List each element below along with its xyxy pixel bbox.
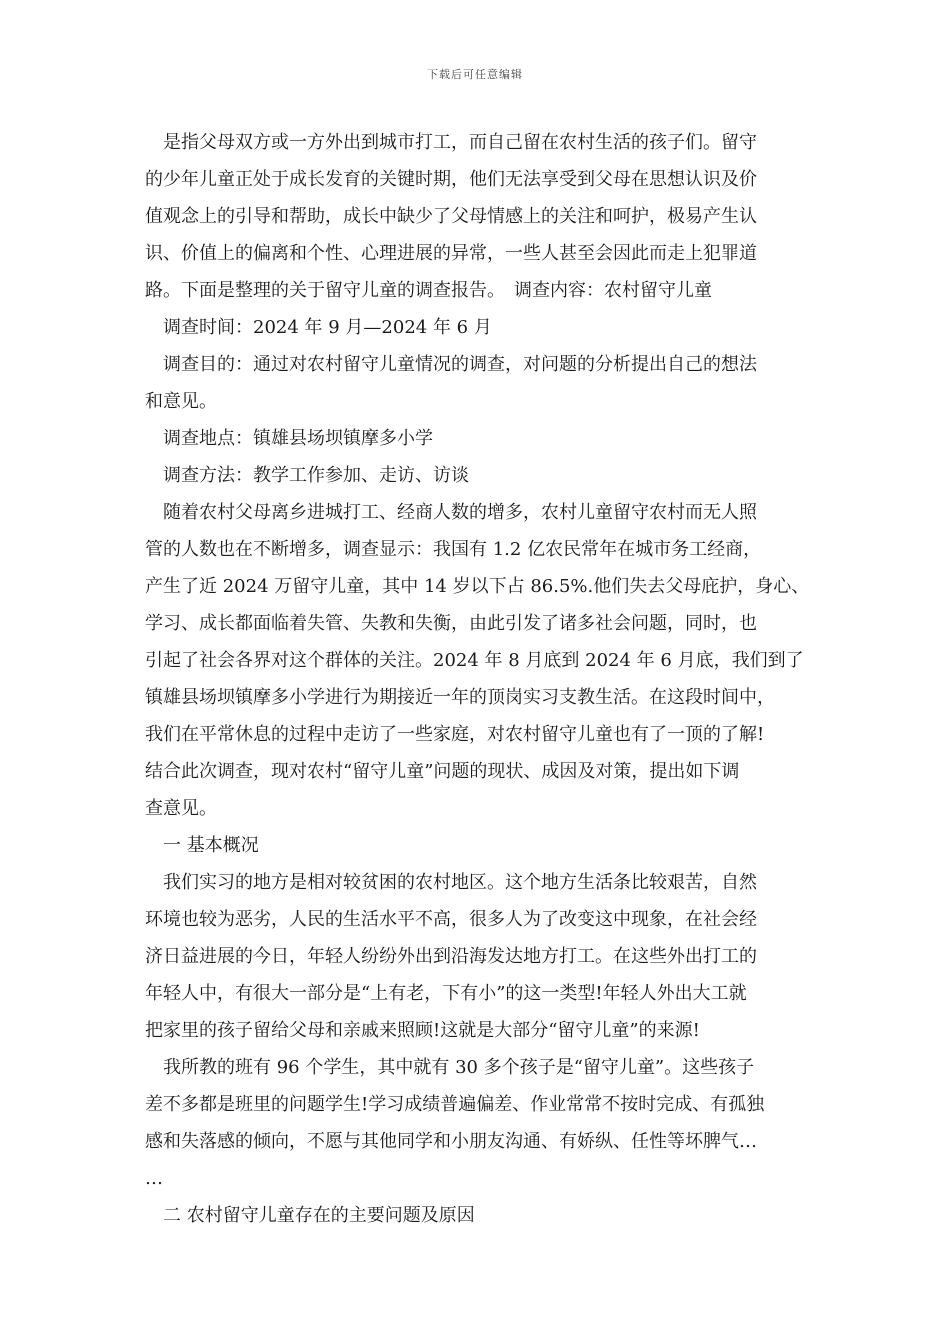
text-line: 结合此次调查，现对农村“留守儿童”问题的现状、成因及对策，提出如下调 <box>145 761 740 782</box>
text-line: 差不多都是班里的问题学生!学习成绩普遍偏差、作业常常不按时完成、有孤独 <box>145 1094 765 1115</box>
text-line: 年轻人中，有很大一部分是“上有老，下有小”的这一类型!年轻人外出大工就 <box>145 983 747 1004</box>
text-line: 管的人数也在不断增多，调查显示：我国有 1.2 亿农民常年在城市务工经商， <box>145 539 762 560</box>
text-line: 路。下面是整理的关于留守儿童的调查报告。 调查内容：农村留守儿童 <box>145 280 712 301</box>
text-line: 调查地点：镇雄县场坝镇摩多小学 <box>163 428 433 449</box>
text-line: 镇雄县场坝镇摩多小学进行为期接近一年的顶岗实习支教生活。在这段时间中， <box>145 687 775 708</box>
text-line: 调查方法：教学工作参加、走访、访谈 <box>163 465 469 486</box>
text-line: 学习、成长都面临着失管、失教和失衡，由此引发了诸多社会问题，同时，也 <box>145 613 757 634</box>
text-line: 引起了社会各界对这个群体的关注。2024 年 8 月底到 2024 年 6 月底，我们到了 <box>145 650 804 671</box>
page-header: 下载后可任意编辑 <box>427 68 523 81</box>
text-line: 环境也较为恶劣，人民的生活水平不高，很多人为了改变这中现象，在社会经 <box>145 909 757 930</box>
text-line: … <box>145 1168 163 1189</box>
section-heading: 一 基本概况 <box>163 835 259 856</box>
text-line: 济日益进展的今日，年轻人纷纷外出到沿海发达地方打工。在这些外出打工的 <box>145 946 757 967</box>
text-line: 感和失落感的倾向，不愿与其他同学和小朋友沟通、有娇纵、任性等坏脾气… <box>145 1131 757 1152</box>
text-line: 是指父母双方或一方外出到城市打工，而自己留在农村生活的孩子们。留守 <box>163 132 757 153</box>
text-line: 我所教的班有 96 个学生，其中就有 30 多个孩子是“留守儿童”。这些孩子 <box>163 1057 755 1078</box>
text-line: 随着农村父母离乡进城打工、经商人数的增多，农村儿童留守农村而无人照 <box>163 502 757 523</box>
text-line: 调查目的：通过对农村留守儿童情况的调查，对问题的分析提出自己的想法 <box>163 354 757 375</box>
document-body <box>145 124 810 1234</box>
text-line: 和意见。 <box>145 391 217 412</box>
text-line: 查意见。 <box>145 798 217 819</box>
text-line: 我们实习的地方是相对较贫困的农村地区。这个地方生活条比较艰苦，自然 <box>163 872 757 893</box>
text-line: 识、价值上的偏离和个性、心理进展的异常，一些人甚至会因此而走上犯罪道 <box>145 243 757 264</box>
text-line: 我们在平常休息的过程中走访了一些家庭，对农村留守儿童也有了一顶的了解! <box>145 724 765 745</box>
text-line: 值观念上的引导和帮助，成长中缺少了父母情感上的关注和呵护，极易产生认 <box>145 206 757 227</box>
text-line: 把家里的孩子留给父母和亲戚来照顾!这就是大部分“留守儿童”的来源! <box>145 1020 700 1041</box>
text-line: 产生了近 2024 万留守儿童，其中 14 岁以下占 86.5%.他们失去父母庇护，身心、 <box>145 576 810 597</box>
text-line: 调查时间：2024 年 9 月—2024 年 6 月 <box>163 317 492 338</box>
section-heading: 二 农村留守儿童存在的主要问题及原因 <box>163 1205 475 1226</box>
text-line: 的少年儿童正处于成长发育的关键时期，他们无法享受到父母在思想认识及价 <box>145 169 757 190</box>
